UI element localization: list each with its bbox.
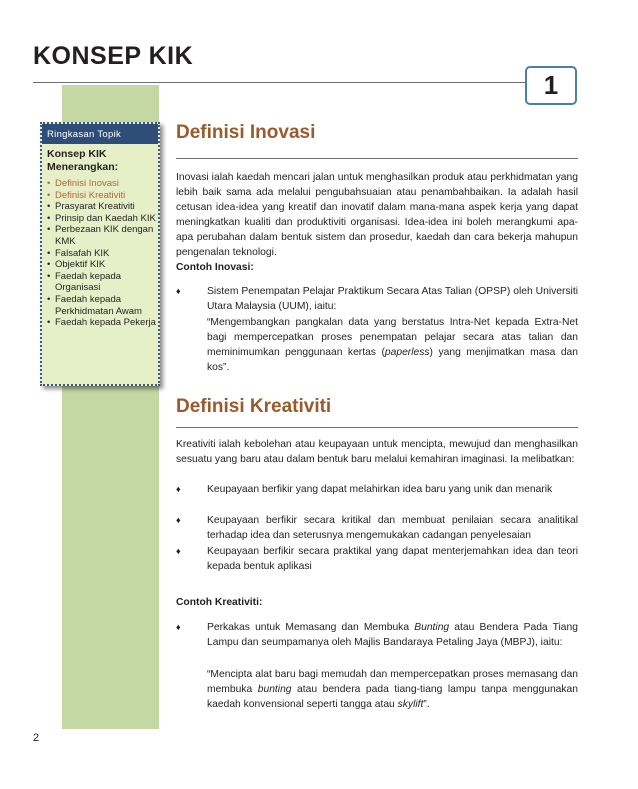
kreativiti-example-text: Perkakas untuk Memasang dan Membuka Bunting atau Bendera Pada Tiang Lampu dan seumpamanya oleh Majlis Bandaraya Petaling Jaya (MBPJ), iaitu: [207,622,578,648]
diamond-bullet-icon: ♦ [176,484,181,494]
kreativiti-example-label: Contoh Kreativiti: [176,597,263,608]
chapter-number-badge: 1 [525,66,577,105]
inovasi-quote: “Mengembangkan pangkalan data yang berstatus Intra-Net kepada Extra-Net bagi mempercepatkan proses penempatan pelajar secara atas talian dan meminimumkan penggunaan kertas (paperless) yang menjimatkan masa dan kos”. [207,317,579,373]
inovasi-example-label: Contoh Inovasi: [176,262,254,273]
summary-item-faedah-organisasi: • Faedah kepada Organisasi [47,271,156,294]
summary-item-faedah-pekerja: • Faedah kepada Pekerja [47,317,156,329]
kreativiti-bullet [176,544,578,574]
kreativiti-quote: “Mencipta alat baru bagi memudah dan mempercepatkan proses memasang dan membuka bunting atau bendera pada tiang-tiang lampu tanpa menggunakan kaedah konvensional seperti tangga atau skylift”. [207,669,578,710]
chapter-title: KONSEP KIK [33,42,194,70]
inovasi-example-bullet [176,284,578,314]
summary-item-objektif: • Objektif KIK [47,259,156,271]
kreativiti-bullet [176,482,578,497]
summary-item-prasyarat: • Prasyarat Kreativiti [47,201,156,213]
kreativiti-bullet-text: Keupayaan berfikir secara praktikal yang dapat menterjemahkan idea dan teori kepada bentuk aplikasi [207,546,578,572]
summary-item-definisi-kreativiti: • Definisi Kreativiti [47,190,156,202]
inovasi-definition: Inovasi ialah kaedah mencari jalan untuk menghasilkan produk atau perkhidmatan yang lebih baik sama ada melalui pengubahsuaian atau penambahbaikan. Ia adalah hasil cetusan idea-idea yang kreatif dan inovatif dalam mana-mana aspek kerja yang dapat meningkatkan kualiti dan produktiviti organisasi. Idea-idea ini boleh merangkumi apa-apa perubahan dalam bentuk sistem dan prosedur, kaedah dan cara bekerja mahupun pengenalan teknologi. [176,172,578,258]
section-divider [176,427,578,428]
kreativiti-bullet-text: Keupayaan berfikir yang dapat melahirkan idea baru yang unik dan menarik [207,484,553,495]
diamond-bullet-icon: ♦ [176,622,181,632]
topic-summary-box [40,122,160,386]
title-divider [33,82,527,83]
section-title-inovasi: Definisi Inovasi [176,122,316,143]
kreativiti-bullet [176,513,578,543]
section-title-kreativiti: Definisi Kreativiti [176,396,332,417]
inovasi-example-text: Sistem Penempatan Pelajar Praktikum Secara Atas Talian (OPSP) oleh Universiti Utara Malaysia (UUM), iaitu: [207,286,578,312]
summary-subtitle: Konsep KIK Menerangkan: [47,148,119,173]
summary-item-prinsip: • Prinsip dan Kaedah KIK [47,213,156,225]
summary-list [42,176,158,329]
summary-item-falsafah: • Falsafah KIK [47,248,156,260]
summary-item-definisi-inovasi: • Definisi Inovasi [47,178,156,190]
summary-item-faedah-perkhidmatan: • Faedah kepada Perkhidmatan Awam [47,294,156,317]
summary-item-perbezaan: • Perbezaan KIK dengan KMK [47,224,156,247]
diamond-bullet-icon: ♦ [176,515,181,525]
summary-heading: Ringkasan Topik [42,124,158,144]
diamond-bullet-icon: ♦ [176,546,181,556]
section-divider [176,158,578,159]
kreativiti-definition: Kreativiti ialah kebolehan atau keupayaan untuk mencipta, mewujud dan menghasilkan sesuatu yang baru atau dalam bentuk baru melalui kemahiran imaginasi. Ia melibatkan: [176,439,578,465]
kreativiti-bullet-text: Keupayaan berfikir secara kritikal dan membuat penilaian secara analitikal terhadap idea dan seterusnya mengemukakan cadangan penyelesaian [207,515,578,541]
page-number: 2 [33,732,40,744]
diamond-bullet-icon: ♦ [176,286,181,296]
kreativiti-example-bullet [176,620,578,650]
